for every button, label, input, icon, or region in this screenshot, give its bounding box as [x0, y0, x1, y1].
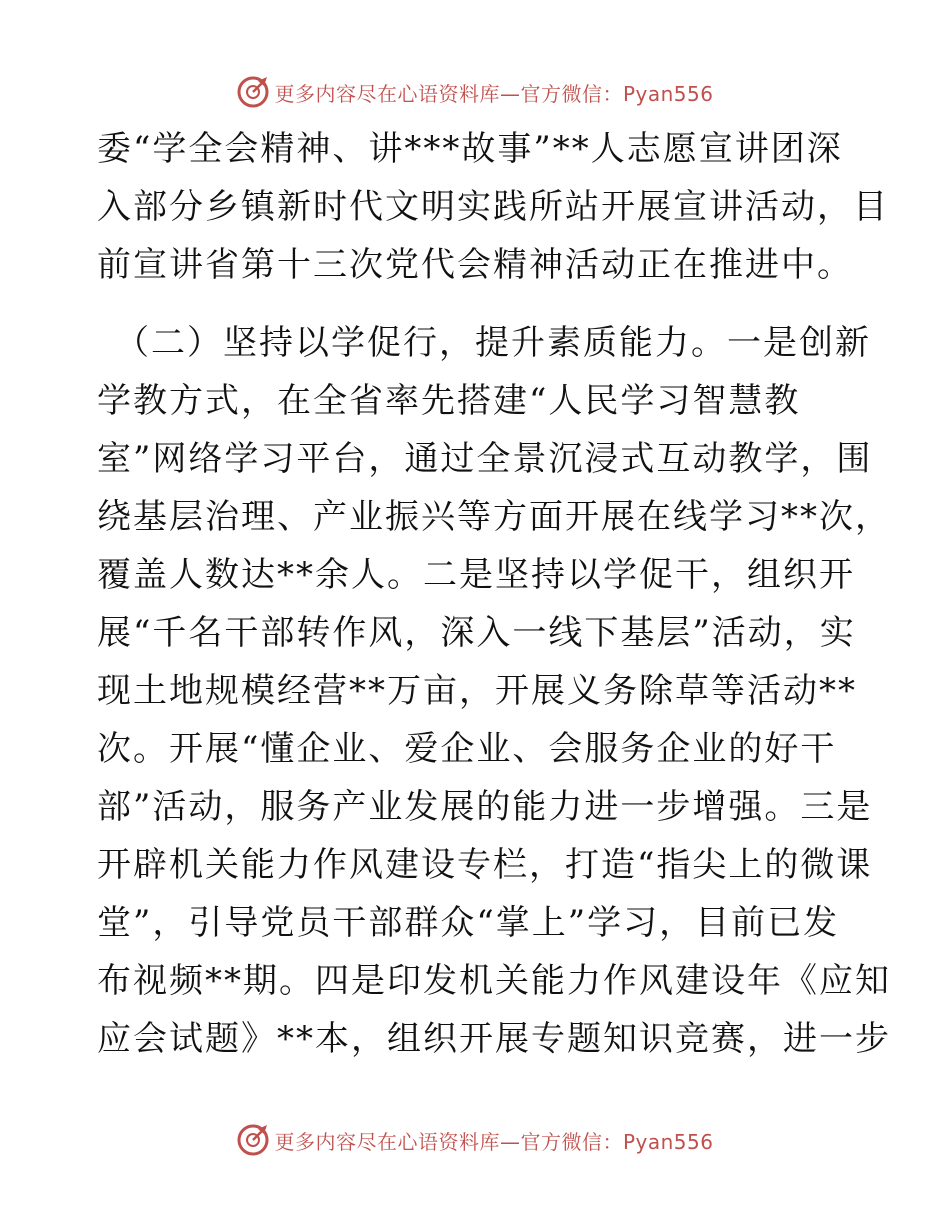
header-banner-text — [274, 78, 713, 107]
body-line: 部”活动，服务产业发展的能力进一步增强。三是 — [97, 787, 873, 827]
body-line: 布视频**期。四是印发机关能力作风建设年《应知 — [97, 961, 891, 1001]
body-line: 开辟机关能力作风建设专栏，打造“指尖上的微课 — [97, 845, 873, 885]
body-line: 次。开展“懂企业、爱企业、会服务企业的好干 — [97, 729, 837, 769]
body-line: （二）坚持以学促行，提升素质能力。一是创新 — [115, 323, 871, 363]
footer-banner-separator: — — [499, 1129, 521, 1154]
header-watermark-banner — [0, 72, 950, 112]
body-line: 前宣讲省第十三次党代会精神活动正在推进中。 — [97, 245, 853, 285]
header-banner-separator: — — [499, 81, 521, 106]
body-line: 绕基层治理、产业振兴等方面开展在线学习**次， — [97, 497, 891, 537]
body-line: 入部分乡镇新时代文明实践所站开展宣讲活动，目 — [97, 187, 889, 227]
body-line: 学教方式，在全省率先搭建“人民学习智慧教 — [97, 381, 801, 421]
logo-icon — [236, 1123, 270, 1157]
body-line: 堂”，引导党员干部群众“掌上”学习，目前已发 — [97, 903, 840, 943]
footer-banner-main: 更多内容尽在心语资料库 — [274, 1129, 500, 1154]
body-line: 室”网络学习平台，通过全景沉浸式互动教学，围 — [97, 439, 873, 479]
body-line: 现土地规模经营**万亩，开展义务除草等活动** — [97, 671, 857, 711]
body-line: 覆盖人数达**余人。二是坚持以学促干，组织开 — [97, 555, 855, 595]
header-banner-wechat: 官方微信：Pyan556 — [520, 81, 714, 106]
body-line: 展“千名干部转作风，深入一线下基层”活动，实 — [97, 613, 856, 653]
logo-icon — [236, 75, 270, 109]
footer-banner-text — [274, 1126, 713, 1155]
body-line: 应会试题》**本，组织开展专题知识竞赛，进一步 — [97, 1019, 891, 1059]
body-line: 委“学全会精神、讲***故事”**人志愿宣讲团深 — [97, 129, 843, 169]
footer-watermark-banner — [0, 1120, 950, 1160]
footer-banner-wechat: 官方微信：Pyan556 — [520, 1129, 714, 1154]
header-banner-main: 更多内容尽在心语资料库 — [274, 81, 500, 106]
